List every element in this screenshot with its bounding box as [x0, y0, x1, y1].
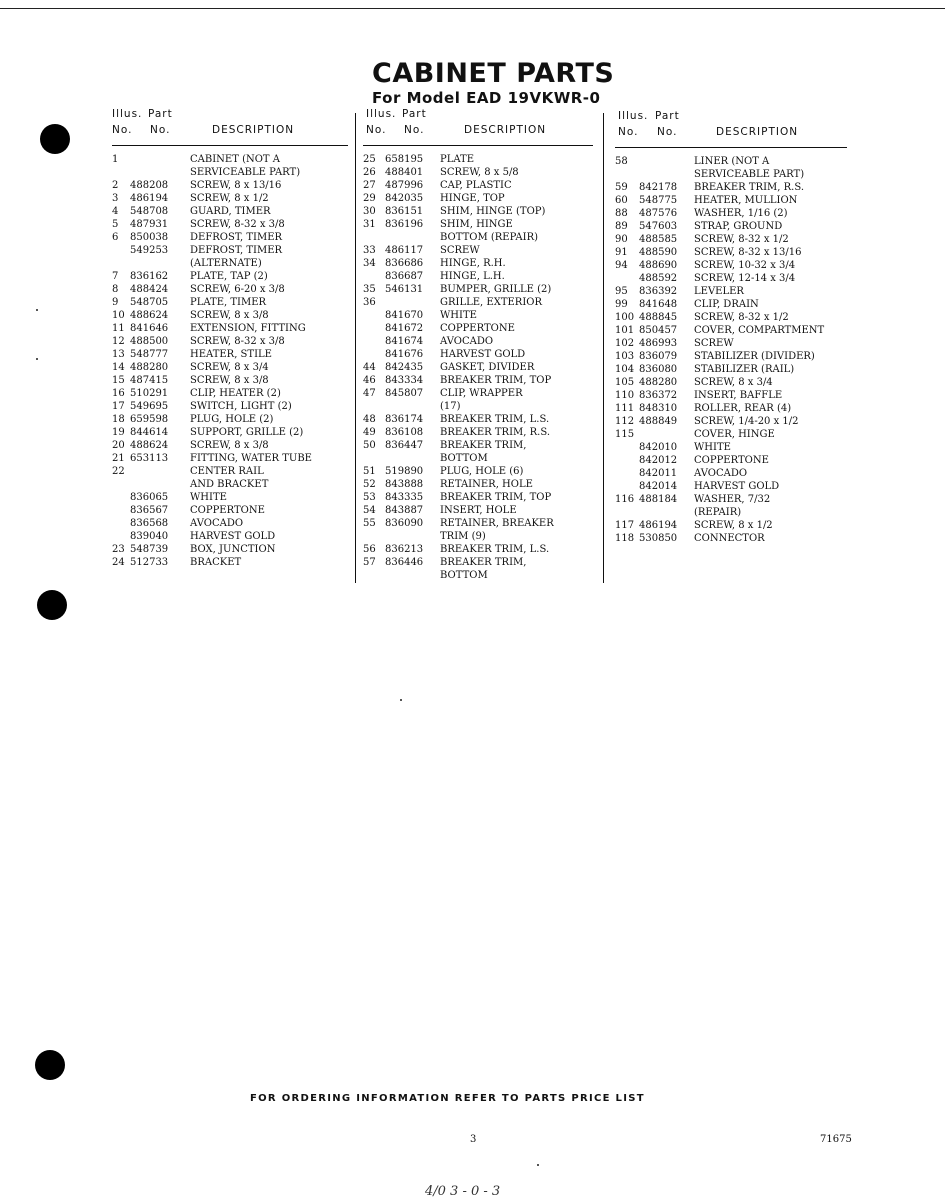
part-description: HEATER, STILE — [190, 349, 272, 360]
illus-number: 117 — [615, 520, 635, 531]
part-description: (ALTERNATE) — [190, 258, 262, 269]
header-illus: Illus. — [112, 108, 143, 120]
header-illus: Illus. — [366, 108, 397, 120]
illus-number: 27 — [363, 180, 376, 191]
part-number: 836567 — [130, 505, 169, 516]
part-number: 488690 — [639, 260, 678, 271]
part-number: 487996 — [385, 180, 424, 191]
part-number: 486117 — [385, 245, 424, 256]
part-description: PLATE, TAP (2) — [190, 271, 268, 282]
part-description: INSERT, BAFFLE — [694, 390, 783, 401]
part-description: SCREW, 8 x 13/16 — [190, 180, 282, 191]
scan-speck — [400, 699, 402, 701]
illus-number: 24 — [112, 557, 125, 568]
part-number: 836080 — [639, 364, 678, 375]
part-description: GUARD, TIMER — [190, 206, 271, 217]
part-description: SCREW, 1/4-20 x 1/2 — [694, 416, 799, 427]
part-description: BREAKER TRIM, L.S. — [440, 544, 550, 555]
part-description: SHIM, HINGE — [440, 219, 513, 230]
part-number: 836213 — [385, 544, 424, 555]
part-number: 843887 — [385, 505, 424, 516]
part-number: 842014 — [639, 481, 678, 492]
illus-number: 116 — [615, 494, 635, 505]
part-number: 488184 — [639, 494, 678, 505]
header-rule — [363, 145, 593, 146]
illus-number: 103 — [615, 351, 635, 362]
illus-number: 58 — [615, 156, 628, 167]
punch-hole-middle — [37, 590, 67, 620]
handwritten-note: 4/0 3 - 0 - 3 — [425, 1184, 501, 1199]
header-part: Part — [402, 108, 427, 120]
illus-number: 60 — [615, 195, 628, 206]
part-number: 843335 — [385, 492, 424, 503]
part-number: 548777 — [130, 349, 169, 360]
part-description: BREAKER TRIM, R.S. — [440, 427, 551, 438]
part-description: BOTTOM — [440, 453, 488, 464]
part-description: SCREW, 6-20 x 3/8 — [190, 284, 285, 295]
illus-number: 9 — [112, 297, 119, 308]
part-description: CENTER RAIL — [190, 466, 264, 477]
illus-number: 48 — [363, 414, 376, 425]
part-description: SERVICEABLE PART) — [190, 167, 301, 178]
illus-number: 10 — [112, 310, 125, 321]
part-description: (REPAIR) — [694, 507, 742, 518]
illus-number: 44 — [363, 362, 376, 373]
part-description: GASKET, DIVIDER — [440, 362, 535, 373]
part-description: PLATE — [440, 154, 475, 165]
illus-number: 6 — [112, 232, 119, 243]
part-number: 841676 — [385, 349, 424, 360]
part-number: 530850 — [639, 533, 678, 544]
part-number: 487415 — [130, 375, 169, 386]
illus-number: 11 — [112, 323, 125, 334]
part-number: 843888 — [385, 479, 424, 490]
illus-number: 50 — [363, 440, 376, 451]
part-number: 848310 — [639, 403, 678, 414]
part-number: 488845 — [639, 312, 678, 323]
part-description: AVOCADO — [440, 336, 494, 347]
illus-number: 118 — [615, 533, 635, 544]
part-number: 836447 — [385, 440, 424, 451]
part-number: 836392 — [639, 286, 678, 297]
part-number: 841674 — [385, 336, 424, 347]
illus-number: 12 — [112, 336, 125, 347]
part-description: WHITE — [694, 442, 731, 453]
part-description: WHITE — [440, 310, 477, 321]
illus-number: 112 — [615, 416, 635, 427]
punch-hole-bottom — [35, 1050, 65, 1080]
illus-number: 25 — [363, 154, 376, 165]
part-description: HEATER, MULLION — [694, 195, 798, 206]
part-description: SCREW, 8 x 3/8 — [190, 310, 269, 321]
part-number: 836090 — [385, 518, 424, 529]
illus-number: 33 — [363, 245, 376, 256]
illus-number: 46 — [363, 375, 376, 386]
part-number: 839040 — [130, 531, 169, 542]
model-subtitle: For Model EAD 19VKWR-0 — [372, 89, 601, 107]
illus-number: 17 — [112, 401, 125, 412]
illus-number: 18 — [112, 414, 125, 425]
scan-speck — [36, 358, 38, 360]
part-description: HARVEST GOLD — [440, 349, 526, 360]
part-description: PLATE, TIMER — [190, 297, 267, 308]
part-description: BOTTOM — [440, 570, 488, 581]
illus-number: 35 — [363, 284, 376, 295]
illus-number: 19 — [112, 427, 125, 438]
illus-number: 105 — [615, 377, 635, 388]
part-description: SCREW, 8-32 x 1/2 — [694, 234, 789, 245]
part-description: FITTING, WATER TUBE — [190, 453, 312, 464]
part-number: 488280 — [130, 362, 169, 373]
illus-number: 90 — [615, 234, 628, 245]
part-description: SCREW, 8 x 1/2 — [694, 520, 773, 531]
part-description: AND BRACKET — [190, 479, 269, 490]
part-description: SERVICEABLE PART) — [694, 169, 805, 180]
illus-number: 23 — [112, 544, 125, 555]
part-description: DEFROST, TIMER — [190, 232, 283, 243]
part-description: WHITE — [190, 492, 227, 503]
illus-number: 36 — [363, 297, 376, 308]
part-number: 836174 — [385, 414, 424, 425]
part-number: 488424 — [130, 284, 169, 295]
part-number: 843334 — [385, 375, 424, 386]
part-description: SCREW, 8 x 3/8 — [190, 440, 269, 451]
scan-speck — [537, 1164, 539, 1166]
header-part: Part — [148, 108, 173, 120]
punch-hole-top — [40, 124, 70, 154]
header-part-no: No. — [404, 124, 425, 136]
part-description: PLUG, HOLE (2) — [190, 414, 274, 425]
part-description: BREAKER TRIM, L.S. — [440, 414, 550, 425]
illus-number: 53 — [363, 492, 376, 503]
part-description: BREAKER TRIM, — [440, 557, 527, 568]
illus-number: 52 — [363, 479, 376, 490]
illus-number: 47 — [363, 388, 376, 399]
illus-number: 49 — [363, 427, 376, 438]
header-rule — [112, 145, 348, 146]
illus-number: 20 — [112, 440, 125, 451]
part-description: SCREW — [694, 338, 734, 349]
part-number: 836162 — [130, 271, 169, 282]
part-description: RETAINER, BREAKER — [440, 518, 554, 529]
illus-number: 14 — [112, 362, 125, 373]
illus-number: 2 — [112, 180, 119, 191]
part-number: 836065 — [130, 492, 169, 503]
part-number: 836079 — [639, 351, 678, 362]
part-description: SCREW — [440, 245, 480, 256]
part-description: CLIP, WRAPPER — [440, 388, 523, 399]
part-description: DEFROST, TIMER — [190, 245, 283, 256]
part-number: 488624 — [130, 310, 169, 321]
part-description: COPPERTONE — [440, 323, 515, 334]
part-number: 845807 — [385, 388, 424, 399]
header-description: DESCRIPTION — [464, 124, 547, 136]
part-description: COVER, COMPARTMENT — [694, 325, 825, 336]
part-description: SCREW, 8 x 3/4 — [694, 377, 773, 388]
part-description: CLIP, HEATER (2) — [190, 388, 281, 399]
illus-number: 34 — [363, 258, 376, 269]
part-description: COPPERTONE — [190, 505, 265, 516]
part-number: 841648 — [639, 299, 678, 310]
part-description: STABILIZER (RAIL) — [694, 364, 795, 375]
part-number: 658195 — [385, 154, 424, 165]
part-number: 488624 — [130, 440, 169, 451]
part-number: 836686 — [385, 258, 424, 269]
part-description: BRACKET — [190, 557, 242, 568]
part-number: 653113 — [130, 453, 169, 464]
part-description: SCREW, 8-32 x 13/16 — [694, 247, 802, 258]
column-divider — [355, 113, 356, 583]
illus-number: 4 — [112, 206, 119, 217]
part-description: STRAP, GROUND — [694, 221, 783, 232]
part-number: 488208 — [130, 180, 169, 191]
part-number: 548739 — [130, 544, 169, 555]
page-title: CABINET PARTS — [372, 58, 615, 89]
part-number: 850457 — [639, 325, 678, 336]
part-number: 842435 — [385, 362, 424, 373]
illus-number: 111 — [615, 403, 635, 414]
part-description: HARVEST GOLD — [190, 531, 276, 542]
part-number: 842011 — [639, 468, 678, 479]
top-border-line — [0, 8, 945, 9]
part-number: 659598 — [130, 414, 169, 425]
part-description: SWITCH, LIGHT (2) — [190, 401, 292, 412]
illus-number: 3 — [112, 193, 119, 204]
part-description: COVER, HINGE — [694, 429, 775, 440]
part-description: SCREW, 8-32 x 1/2 — [694, 312, 789, 323]
part-description: EXTENSION, FITTING — [190, 323, 306, 334]
part-description: BREAKER TRIM, — [440, 440, 527, 451]
part-description: SUPPORT, GRILLE (2) — [190, 427, 304, 438]
part-number: 486993 — [639, 338, 678, 349]
part-number: 548708 — [130, 206, 169, 217]
illus-number: 99 — [615, 299, 628, 310]
part-description: STABILIZER (DIVIDER) — [694, 351, 815, 362]
part-number: 841670 — [385, 310, 424, 321]
part-number: 836196 — [385, 219, 424, 230]
part-description: GRILLE, EXTERIOR — [440, 297, 543, 308]
part-number: 850038 — [130, 232, 169, 243]
part-description: HINGE, R.H. — [440, 258, 506, 269]
part-number: 836687 — [385, 271, 424, 282]
part-description: SCREW, 8 x 5/8 — [440, 167, 519, 178]
part-number: 510291 — [130, 388, 169, 399]
part-description: SCREW, 8-32 x 3/8 — [190, 336, 285, 347]
illus-number: 57 — [363, 557, 376, 568]
illus-number: 29 — [363, 193, 376, 204]
illus-number: 110 — [615, 390, 635, 401]
part-number: 836568 — [130, 518, 169, 529]
part-description: RETAINER, HOLE — [440, 479, 533, 490]
illus-number: 22 — [112, 466, 125, 477]
part-description: BREAKER TRIM, R.S. — [694, 182, 805, 193]
part-number: 488280 — [639, 377, 678, 388]
part-number: 487931 — [130, 219, 169, 230]
illus-number: 7 — [112, 271, 119, 282]
part-number: 842012 — [639, 455, 678, 466]
part-number: 844614 — [130, 427, 169, 438]
header-description: DESCRIPTION — [212, 124, 295, 136]
illus-number: 101 — [615, 325, 635, 336]
header-part-no: No. — [150, 124, 171, 136]
part-description: LEVELER — [694, 286, 744, 297]
part-description: CABINET (NOT A — [190, 154, 280, 165]
illus-number: 115 — [615, 429, 635, 440]
illus-number: 26 — [363, 167, 376, 178]
part-number: 487576 — [639, 208, 678, 219]
illus-number: 16 — [112, 388, 125, 399]
part-description: SCREW, 8-32 x 3/8 — [190, 219, 285, 230]
part-number: 488590 — [639, 247, 678, 258]
column-divider — [603, 113, 604, 583]
part-number: 842010 — [639, 442, 678, 453]
part-number: 488401 — [385, 167, 424, 178]
part-description: TRIM (9) — [440, 531, 486, 542]
part-number: 488592 — [639, 273, 678, 284]
header-rule — [615, 147, 847, 148]
part-number: 488500 — [130, 336, 169, 347]
part-number: 488849 — [639, 416, 678, 427]
illus-number: 51 — [363, 466, 376, 477]
part-description: AVOCADO — [190, 518, 244, 529]
part-number: 547603 — [639, 221, 678, 232]
scan-speck — [36, 309, 38, 311]
illus-number: 21 — [112, 453, 125, 464]
part-description: SCREW, 12-14 x 3/4 — [694, 273, 796, 284]
header-description: DESCRIPTION — [716, 126, 799, 138]
header-illus-no: No. — [366, 124, 387, 136]
part-number: 519890 — [385, 466, 424, 477]
part-description: HINGE, L.H. — [440, 271, 505, 282]
header-part: Part — [655, 110, 680, 122]
header-part-no: No. — [657, 126, 678, 138]
illus-number: 95 — [615, 286, 628, 297]
part-description: BOTTOM (REPAIR) — [440, 232, 539, 243]
ordering-note: FOR ORDERING INFORMATION REFER TO PARTS PRICE LIST — [250, 1093, 645, 1104]
page-number: 3 — [470, 1134, 477, 1145]
illus-number: 56 — [363, 544, 376, 555]
part-description: WASHER, 1/16 (2) — [694, 208, 788, 219]
part-number: 842035 — [385, 193, 424, 204]
illus-number: 104 — [615, 364, 635, 375]
part-number: 549695 — [130, 401, 169, 412]
part-description: AVOCADO — [694, 468, 748, 479]
part-description: CLIP, DRAIN — [694, 299, 759, 310]
part-description: LINER (NOT A — [694, 156, 770, 167]
part-description: CONNECTOR — [694, 533, 765, 544]
part-description: WASHER, 7/32 — [694, 494, 771, 505]
part-number: 836108 — [385, 427, 424, 438]
part-number: 836372 — [639, 390, 678, 401]
part-number: 548705 — [130, 297, 169, 308]
illus-number: 54 — [363, 505, 376, 516]
part-description: BOX, JUNCTION — [190, 544, 276, 555]
part-description: BUMPER, GRILLE (2) — [440, 284, 552, 295]
illus-number: 59 — [615, 182, 628, 193]
part-number: 841672 — [385, 323, 424, 334]
part-description: INSERT, HOLE — [440, 505, 517, 516]
part-number: 488585 — [639, 234, 678, 245]
part-number: 842178 — [639, 182, 678, 193]
part-description: SCREW, 8 x 3/8 — [190, 375, 269, 386]
part-description: SHIM, HINGE (TOP) — [440, 206, 546, 217]
illus-number: 31 — [363, 219, 376, 230]
illus-number: 15 — [112, 375, 125, 386]
illus-number: 30 — [363, 206, 376, 217]
part-number: 486194 — [639, 520, 678, 531]
part-description: (17) — [440, 401, 461, 412]
header-illus-no: No. — [112, 124, 133, 136]
illus-number: 1 — [112, 154, 119, 165]
part-number: 546131 — [385, 284, 424, 295]
part-number: 549253 — [130, 245, 169, 256]
illus-number: 88 — [615, 208, 628, 219]
part-description: COPPERTONE — [694, 455, 769, 466]
part-description: SCREW, 8 x 3/4 — [190, 362, 269, 373]
header-illus: Illus. — [618, 110, 649, 122]
part-description: BREAKER TRIM, TOP — [440, 492, 552, 503]
part-number: 836151 — [385, 206, 424, 217]
illus-number: 102 — [615, 338, 635, 349]
part-number: 548775 — [639, 195, 678, 206]
document-code: 71675 — [820, 1134, 852, 1145]
illus-number: 94 — [615, 260, 628, 271]
part-description: SCREW, 10-32 x 3/4 — [694, 260, 796, 271]
illus-number: 5 — [112, 219, 119, 230]
part-description: ROLLER, REAR (4) — [694, 403, 792, 414]
illus-number: 91 — [615, 247, 628, 258]
part-description: CAP, PLASTIC — [440, 180, 512, 191]
part-description: SCREW, 8 x 1/2 — [190, 193, 269, 204]
illus-number: 89 — [615, 221, 628, 232]
part-description: BREAKER TRIM, TOP — [440, 375, 552, 386]
header-illus-no: No. — [618, 126, 639, 138]
part-number: 486194 — [130, 193, 169, 204]
illus-number: 55 — [363, 518, 376, 529]
part-description: PLUG, HOLE (6) — [440, 466, 524, 477]
illus-number: 8 — [112, 284, 119, 295]
part-number: 836446 — [385, 557, 424, 568]
illus-number: 13 — [112, 349, 125, 360]
illus-number: 100 — [615, 312, 635, 323]
part-number: 841646 — [130, 323, 169, 334]
part-number: 512733 — [130, 557, 169, 568]
part-description: HINGE, TOP — [440, 193, 505, 204]
part-description: HARVEST GOLD — [694, 481, 780, 492]
